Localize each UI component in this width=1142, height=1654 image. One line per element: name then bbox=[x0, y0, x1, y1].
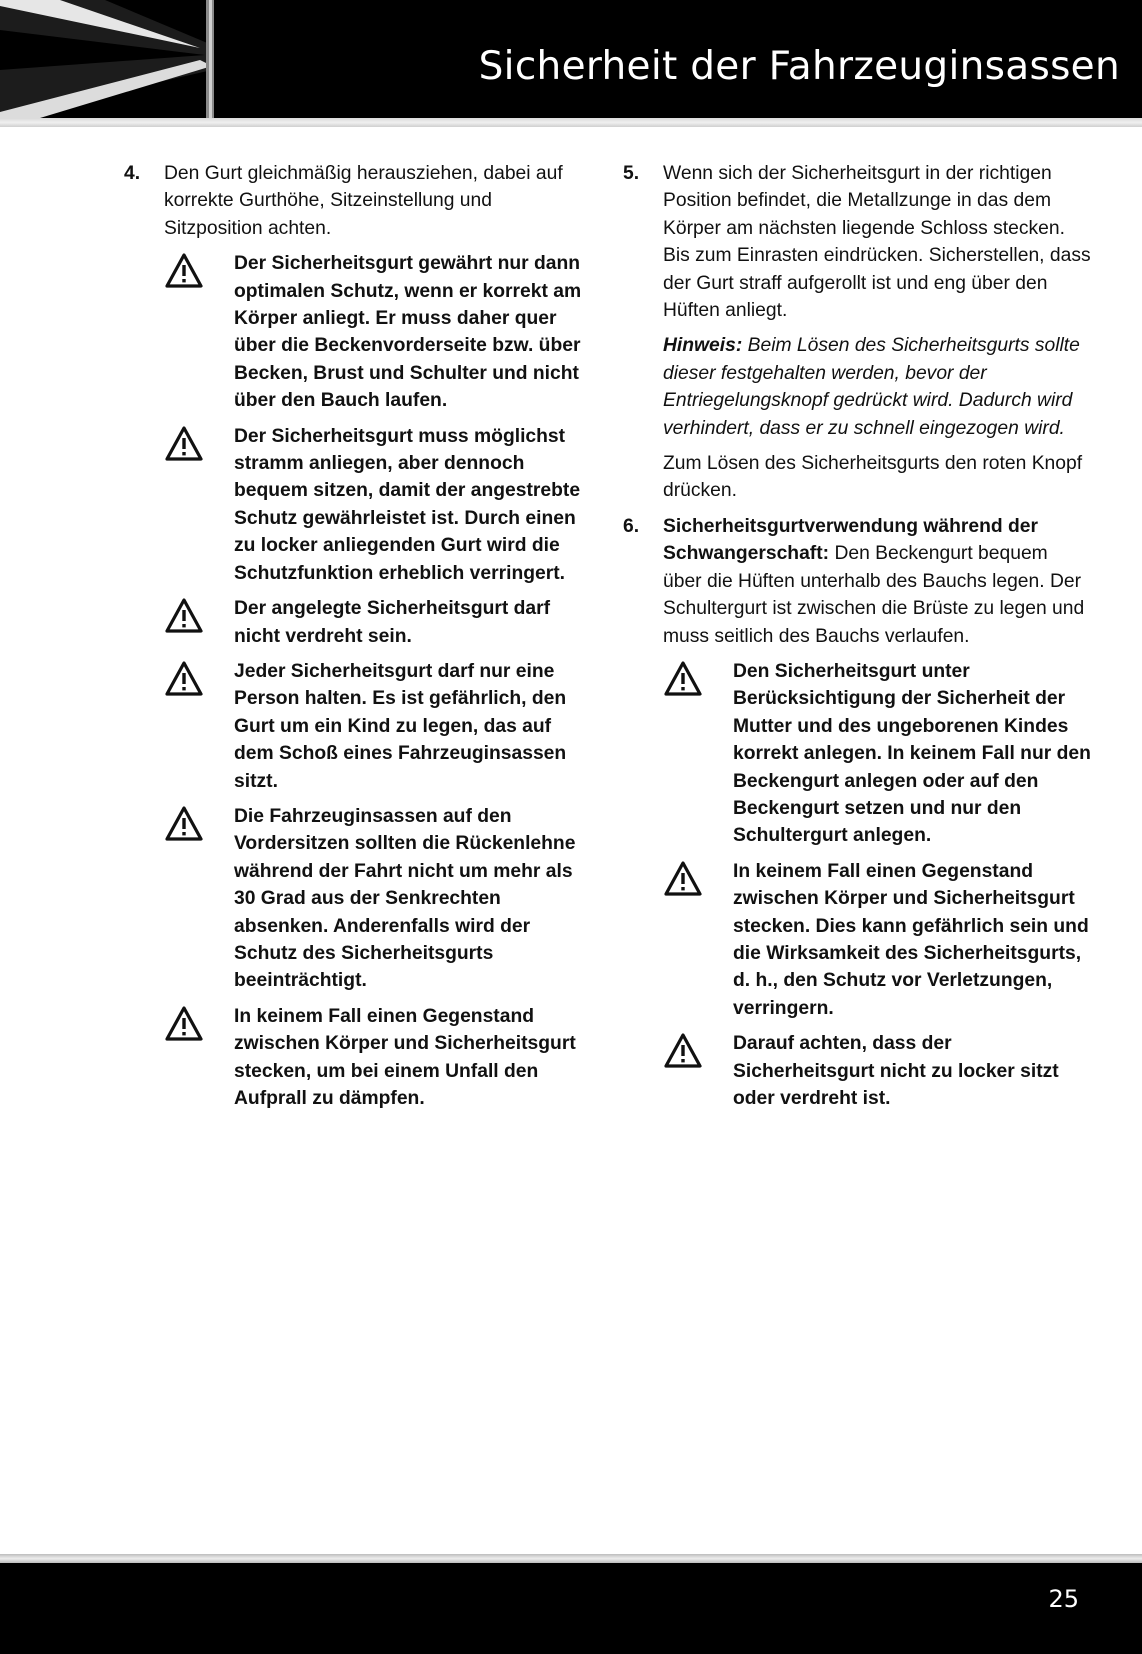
page-header bbox=[0, 0, 1142, 118]
page-number: 25 bbox=[1048, 1585, 1079, 1613]
warning-text: In keinem Fall einen Gegenstand zwischen Körper und Sicherheitsgurt stecken. Dies kann gefährlich sein und die Wirksamkeit des Sicherheitsgurts, d. h., den Schutz vor Verletzungen, verringern. bbox=[733, 860, 1089, 1019]
warning-triangle-icon bbox=[164, 1005, 204, 1043]
warning-text: Jeder Sicherheitsgurt darf nur eine Person halten. Es ist gefährlich, den Gurt um ein Kind zu legen, das auf dem Schoß eines Fahrzeuginsassen sitzt. bbox=[234, 660, 567, 792]
warning-block bbox=[164, 803, 592, 995]
step-body: Den Beckengurt bequem über die Hüften unterhalb des Bauchs legen. Der Schultergurt ist zwischen die Brüste zu legen und muss seitlich des Bauchs verlaufen. bbox=[663, 543, 1085, 647]
warning-text: In keinem Fall einen Gegenstand zwischen Körper und Sicherheitsgurt stecken, um bei einem Unfall den Aufprall zu dämpfen. bbox=[234, 1005, 576, 1109]
warning-text: Den Sicherheitsgurt unter Berücksichtigung der Sicherheit der Mutter und des ungeborenen Kindes korrekt anlegen. In keinem Fall nur den Beckengurt anlegen oder auf den Beckengurt setzen und nur den Schultergurt anlegen. bbox=[733, 660, 1091, 847]
right-column bbox=[623, 160, 1091, 1120]
warning-triangle-icon bbox=[663, 1032, 703, 1070]
warning-block bbox=[164, 1003, 592, 1113]
warning-triangle-icon bbox=[164, 805, 204, 843]
warning-block bbox=[663, 858, 1091, 1022]
warning-triangle-icon bbox=[164, 597, 204, 635]
step-text: Den Gurt gleichmäßig herausziehen, dabei auf korrekte Gurthöhe, Sitzeinstellung und Sitzposition achten. bbox=[164, 163, 563, 239]
step-number: 6. bbox=[623, 515, 640, 537]
warning-block bbox=[663, 1030, 1091, 1112]
step-number: 5. bbox=[623, 163, 640, 184]
note-text: Beim Lösen des Sicherheitsgurts sollte dieser festgehalten werden, bevor der Entriegelungsknopf gedrückt wird. Dadurch wird verhindert, dass er zu schnell eingezogen wird. bbox=[663, 335, 1080, 439]
warning-block bbox=[164, 250, 592, 414]
step-text: Wenn sich der Sicherheitsgurt in der richtigen Position befindet, die Metallzunge in das dem Körper am nächsten liegende Schloss stecken. Bis zum Einrasten eindrücken. Sicherstellen, dass der Gurt straff aufgerollt ist und eng über den Hüften anliegt. bbox=[663, 163, 1091, 322]
step-4 bbox=[124, 160, 592, 242]
warning-text: Der Sicherheitsgurt gewährt nur dann optimalen Schutz, wenn er korrekt am Körper anliegt. Er muss daher quer über die Beckenvorderseite bzw. über Becken, Brust und Schulter und nicht über den Bauch laufen. bbox=[234, 253, 582, 412]
warning-triangle-icon bbox=[164, 252, 204, 290]
warning-triangle-icon bbox=[164, 425, 204, 463]
warning-text: Der Sicherheitsgurt muss möglichst stramm anliegen, aber dennoch bequem sitzen, damit der angestrebte Schutz gewährleistet ist. Durch einen zu locker anliegenden Gurt wird die Schutzfunktion erheblich verringert. bbox=[234, 425, 581, 584]
warning-block bbox=[164, 658, 592, 795]
step-text bbox=[663, 513, 1091, 650]
warning-triangle-icon bbox=[164, 660, 204, 698]
left-column bbox=[124, 160, 592, 1120]
warning-text: Die Fahrzeuginsassen auf den Vordersitzen sollten die Rückenlehne während der Fahrt nicht um mehr als 30 Grad aus der Senkrechten absenken. Anderenfalls wird der Schutz des Sicherheitsgurts beeinträchtigt. bbox=[234, 805, 576, 992]
warning-triangle-icon bbox=[663, 860, 703, 898]
warning-block bbox=[164, 595, 592, 650]
header-divider bbox=[0, 118, 1142, 127]
page-footer bbox=[0, 1563, 1142, 1654]
page-title: Sicherheit der Fahrzeuginsassen bbox=[478, 44, 1120, 89]
warning-text: Darauf achten, dass der Sicherheitsgurt nicht zu locker sitzt oder verdreht ist. bbox=[733, 1033, 1059, 1109]
note bbox=[663, 332, 1091, 442]
warning-triangle-icon bbox=[663, 660, 703, 698]
step-heading: Sicherheitsgurtverwendung während der Schwangerschaft: bbox=[663, 515, 1038, 565]
warning-block bbox=[164, 423, 592, 587]
warning-block bbox=[663, 658, 1091, 850]
step-6 bbox=[623, 513, 1091, 650]
release-text: Zum Lösen des Sicherheitsgurts den roten Knopf drücken. bbox=[663, 453, 1083, 502]
footer-divider bbox=[0, 1554, 1142, 1563]
step-5 bbox=[623, 160, 1091, 505]
warning-text: Der angelegte Sicherheitsgurt darf nicht verdreht sein. bbox=[234, 598, 551, 647]
warning-list bbox=[124, 250, 592, 1112]
note-label: Hinweis: bbox=[663, 335, 743, 357]
header-chevron-graphic bbox=[0, 0, 230, 118]
step-number: 4. bbox=[124, 163, 141, 184]
warning-list bbox=[623, 658, 1091, 1113]
